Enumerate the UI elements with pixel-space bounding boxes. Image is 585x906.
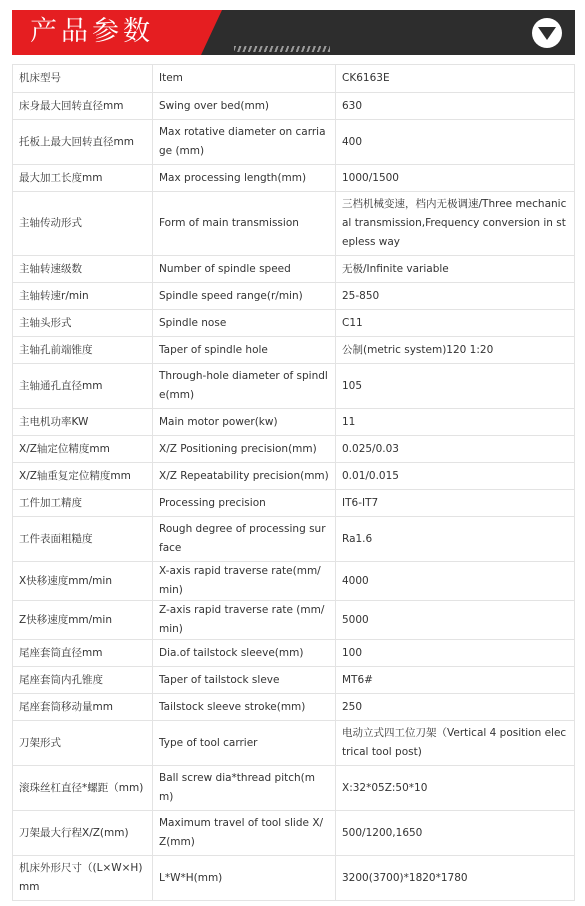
table-row — [13, 364, 575, 409]
param-name-cn: 刀架最大行程X/Z(mm) — [13, 811, 153, 856]
table-row — [13, 667, 575, 694]
table-row — [13, 856, 575, 901]
table-row — [13, 562, 575, 601]
param-name-en: Taper of tailstock sleve — [153, 667, 336, 694]
param-name-en: X/Z Repeatability precision(mm) — [153, 463, 336, 490]
header-banner — [12, 10, 575, 55]
param-name-cn: 托板上最大回转直径mm — [13, 120, 153, 165]
param-name-cn: 主轴传动形式 — [13, 192, 153, 256]
table-row — [13, 337, 575, 364]
table-row — [13, 436, 575, 463]
table-row — [13, 490, 575, 517]
param-name-en: Max rotative diameter on carriage (mm) — [153, 120, 336, 165]
param-value: 630 — [336, 93, 575, 120]
param-value: 1000/1500 — [336, 165, 575, 192]
param-name-cn: 尾座套筒内孔锥度 — [13, 667, 153, 694]
param-value: 250 — [336, 694, 575, 721]
param-value: 5000 — [336, 601, 575, 640]
param-value: 0.01/0.015 — [336, 463, 575, 490]
table-row — [13, 310, 575, 337]
chevron-down-icon[interactable] — [532, 18, 562, 48]
param-name-en: Form of main transmission — [153, 192, 336, 256]
param-name-cn: 机床外形尺寸（(L×W×H)mm — [13, 856, 153, 901]
param-value: IT6-IT7 — [336, 490, 575, 517]
param-name-cn: 机床型号 — [13, 65, 153, 93]
param-name-cn: 主电机功率KW — [13, 409, 153, 436]
table-row — [13, 120, 575, 165]
table-row — [13, 694, 575, 721]
param-name-en: Main motor power(kw) — [153, 409, 336, 436]
param-name-cn: 主轴孔前端锥度 — [13, 337, 153, 364]
param-name-cn: 主轴转速级数 — [13, 256, 153, 283]
param-name-cn: 工件加工精度 — [13, 490, 153, 517]
table-row — [13, 517, 575, 562]
param-name-cn: 尾座套筒直径mm — [13, 640, 153, 667]
param-name-en: Spindle speed range(r/min) — [153, 283, 336, 310]
param-name-cn: 主轴通孔直径mm — [13, 364, 153, 409]
table-row — [13, 192, 575, 256]
param-name-en: Through-hole diameter of spindle(mm) — [153, 364, 336, 409]
param-name-en: X/Z Positioning precision(mm) — [153, 436, 336, 463]
param-value: 无极/Infinite variable — [336, 256, 575, 283]
param-name-en: Processing precision — [153, 490, 336, 517]
param-name-cn: 主轴头形式 — [13, 310, 153, 337]
param-value: Ra1.6 — [336, 517, 575, 562]
param-name-cn: X/Z轴定位精度mm — [13, 436, 153, 463]
table-row — [13, 93, 575, 120]
param-value: 三档机械变速，档内无极调速/Three mechanical transmission,Frequency conversion in stepless way — [336, 192, 575, 256]
param-name-cn: 工件表面粗糙度 — [13, 517, 153, 562]
param-value: X:32*05Z:50*10 — [336, 766, 575, 811]
param-value: 0.025/0.03 — [336, 436, 575, 463]
param-value: 100 — [336, 640, 575, 667]
table-row — [13, 283, 575, 310]
param-name-en: Spindle nose — [153, 310, 336, 337]
banner-stripes — [234, 46, 330, 52]
spec-table — [12, 64, 575, 901]
param-name-en: Maximum travel of tool slide X/Z(mm) — [153, 811, 336, 856]
param-name-en: Tailstock sleeve stroke(mm) — [153, 694, 336, 721]
table-row — [13, 601, 575, 640]
param-name-en: Type of tool carrier — [153, 721, 336, 766]
param-name-cn: 尾座套筒移动量mm — [13, 694, 153, 721]
param-name-cn: 最大加工长度mm — [13, 165, 153, 192]
param-value: CK6163E — [336, 65, 575, 93]
param-name-en: Rough degree of processing surface — [153, 517, 336, 562]
table-row — [13, 640, 575, 667]
param-value: 25-850 — [336, 283, 575, 310]
param-value: C11 — [336, 310, 575, 337]
param-name-en: Taper of spindle hole — [153, 337, 336, 364]
param-value: 4000 — [336, 562, 575, 601]
table-row — [13, 165, 575, 192]
param-name-en: X-axis rapid traverse rate(mm/min) — [153, 562, 336, 601]
param-name-cn: 滚珠丝杠直径*螺距（mm) — [13, 766, 153, 811]
param-value: 105 — [336, 364, 575, 409]
page-title: 产品参数 — [30, 16, 154, 47]
param-name-en: Item — [153, 65, 336, 93]
param-value: MT6# — [336, 667, 575, 694]
param-name-en: Max processing length(mm) — [153, 165, 336, 192]
table-row — [13, 811, 575, 856]
param-name-en: Swing over bed(mm) — [153, 93, 336, 120]
param-name-en: L*W*H(mm) — [153, 856, 336, 901]
param-name-en: Number of spindle speed — [153, 256, 336, 283]
param-name-en: Dia.of tailstock sleeve(mm) — [153, 640, 336, 667]
param-name-cn: Z快移速度mm/min — [13, 601, 153, 640]
table-row — [13, 766, 575, 811]
param-name-cn: 刀架形式 — [13, 721, 153, 766]
table-row — [13, 256, 575, 283]
param-name-cn: 床身最大回转直径mm — [13, 93, 153, 120]
table-row — [13, 409, 575, 436]
param-value: 400 — [336, 120, 575, 165]
param-name-cn: 主轴转速r/min — [13, 283, 153, 310]
param-value: 500/1200,1650 — [336, 811, 575, 856]
table-row — [13, 65, 575, 93]
param-name-en: Ball screw dia*thread pitch(mm) — [153, 766, 336, 811]
param-value: 11 — [336, 409, 575, 436]
param-value: 公制(metric system)120 1:20 — [336, 337, 575, 364]
param-name-cn: X快移速度mm/min — [13, 562, 153, 601]
param-name-en: Z-axis rapid traverse rate (mm/min) — [153, 601, 336, 640]
param-name-cn: X/Z轴重复定位精度mm — [13, 463, 153, 490]
table-row — [13, 721, 575, 766]
param-value: 3200(3700)*1820*1780 — [336, 856, 575, 901]
param-value: 电动立式四工位刀架（Vertical 4 position electrical tool post) — [336, 721, 575, 766]
table-row — [13, 463, 575, 490]
